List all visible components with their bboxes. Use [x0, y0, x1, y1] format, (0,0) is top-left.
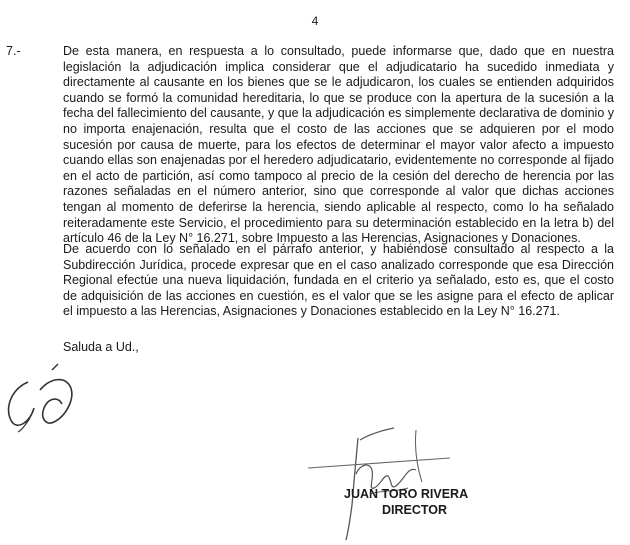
paragraph-resolution: De acuerdo con lo señalado en el párrafo anterior, y habiéndose consultado al respecto a la Subdirección Jurídica, procede expresar que en el caso analizado corresponde que esa Dirección Regional efectúe una nueva liquidación, fundada en el criterio ya señalado, esto es, que el costo de adquisición de las acciones en cuestión, es el valor que se les asigne para el efecto de aplicar el impuesto a las Herencias, Asignaciones y Donaciones establecido en la Ley N° 16.271.	[63, 242, 614, 319]
paragraph-conclusion: De esta manera, en respuesta a lo consultado, puede informarse que, dado que en nuestra legislación la adjudicación implica considerar que el adjudicatario ha sucedido inmediata y directamente al causante en los bienes que se le adjudicaron, los cuales se entienden adquiridos cuando se formó la comunidad hereditaria, lo que se produce con la apertura de la sucesión a la fecha del fallecimiento del causante, y que la adjudicación es simplemente declarativa de dominio y no importa enajenación, resulta que el costo de las acciones que se adquieren por el modo sucesión por causa de muerte, para los efectos de determinar el mayor valor afecto a impuesto cuando ellas son enajenadas por el heredero adjudicatario, evidentemente no corresponde al fijado en el acto de partición, así como tampoco al precio de la cesión del derecho de herencia por las razones señaladas en el número anterior, sino que corresponde al valor que dichas acciones tengan al momento de deferirse la herencia, siendo aplicable al respecto, como lo ha señalado reiteradamente este Servicio, el procedimiento para su determinación establecido en la letra b) del artículo 46 de la Ley N° 16.271, sobre Impuesto a las Herencias, Asignaciones y Donaciones.	[63, 44, 615, 246]
director-signature	[300, 410, 460, 545]
closing-salutation: Saluda a Ud.,	[63, 340, 139, 354]
item-number: 7.-	[6, 44, 21, 58]
signer-name: JUAN TORO RIVERA	[344, 487, 469, 501]
signer-title: DIRECTOR	[382, 503, 448, 517]
page-number: 4	[311, 14, 319, 28]
handwritten-initials	[0, 360, 90, 435]
